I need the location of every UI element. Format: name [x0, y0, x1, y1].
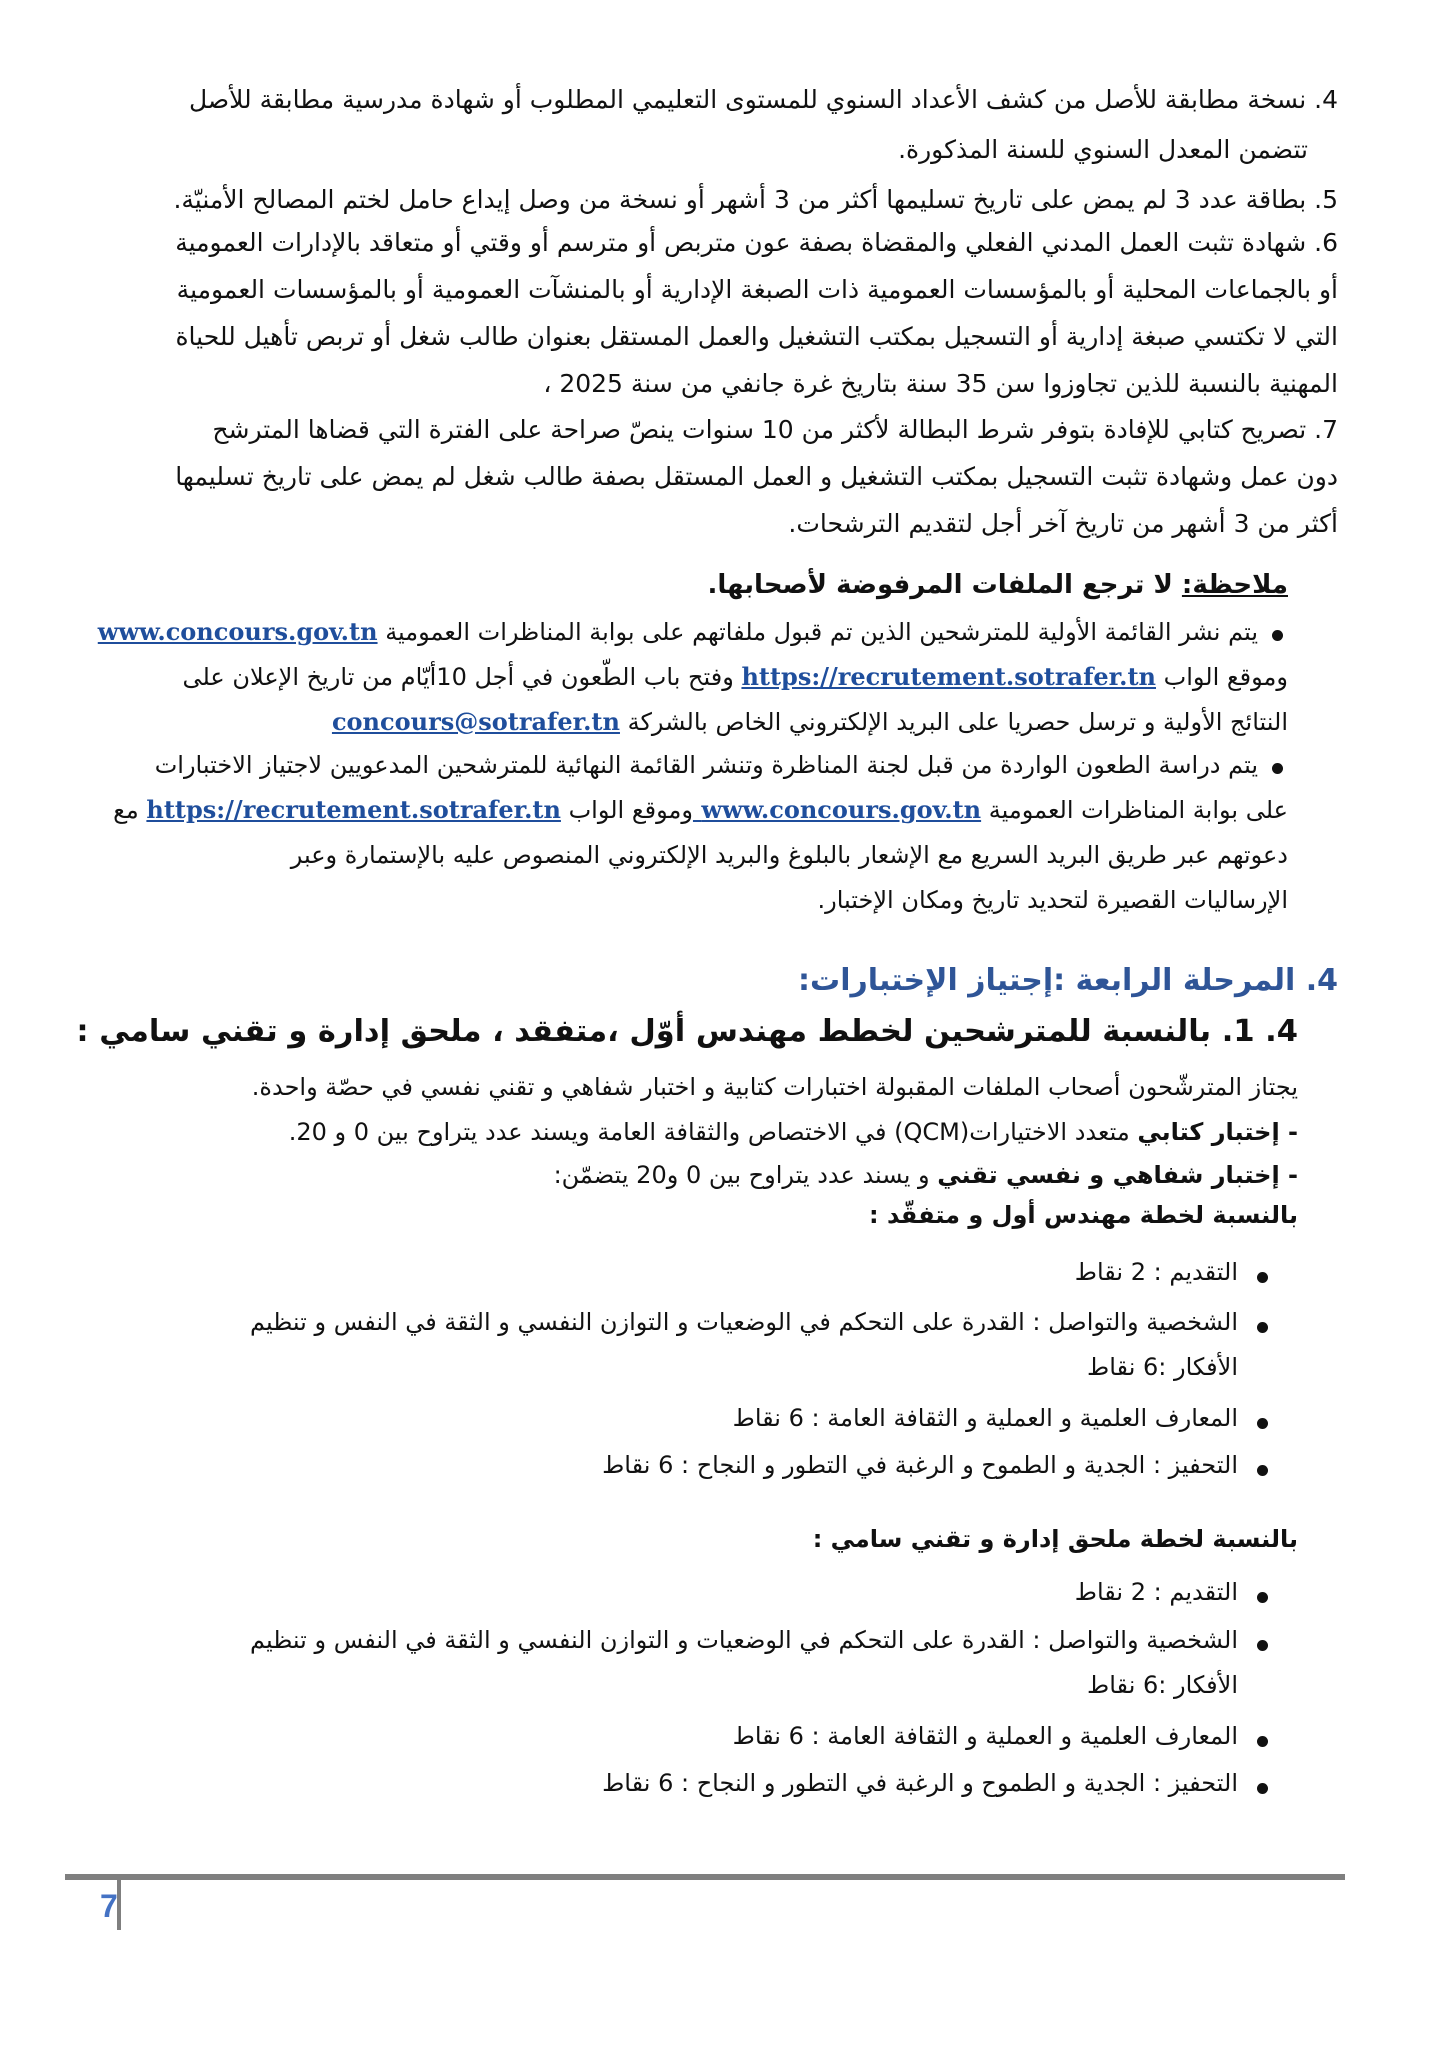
bullet-icon	[1272, 763, 1283, 774]
group-1-item-2: الشخصية والتواصل : القدرة على التحكم في الوضعيات و التوازن النفسي و الثقة في النفس و تنظيم	[250, 1308, 1238, 1336]
oral-test-line	[554, 1158, 1298, 1192]
item-6-line-3: التي لا تكتسي صبغة إدارية أو التسجيل بمكتب التشغيل والعمل المستقل بعنوان طالب شغل أو تربص تأهيل للحياة	[175, 322, 1338, 351]
note-text-part: مع	[113, 796, 147, 824]
bullet-icon	[1257, 1783, 1268, 1794]
written-test-line	[289, 1115, 1298, 1149]
group-2-heading: بالنسبة لخطة ملحق إدارة و تقني سامي :	[812, 1525, 1298, 1553]
page-number: 7	[100, 1888, 118, 1924]
group-1-item-4: التحفيز : الجدية و الطموح و الرغبة في التطور و النجاح : 6 نقاط	[602, 1451, 1238, 1479]
concours-link[interactable]: www.concours.gov.tn	[692, 795, 982, 824]
group-2-item-4: التحفيز : الجدية و الطموح و الرغبة في التطور و النجاح : 6 نقاط	[602, 1769, 1238, 1797]
footer-rule	[65, 1874, 1345, 1880]
note-heading	[707, 568, 1288, 602]
bullet-icon	[1257, 1465, 1268, 1476]
section-4-intro: يجتاز المترشّحون أصحاب الملفات المقبولة اختبارات كتابية و اختبار شفاهي و تقني نفسي في حصّة واحدة.	[251, 1073, 1298, 1101]
note-bullet-2-line-2	[113, 793, 1288, 827]
bullet-icon	[1272, 630, 1283, 641]
section-4-1-heading: 4. 1. بالنسبة للمترشحين لخطط مهندس أوّل ،متفقد ، ملحق إدارة و تقني سامي :	[76, 1014, 1298, 1049]
note-text-part: وفتح باب الطّعون في أجل 10أيّام من تاريخ الإعلان على	[182, 663, 742, 691]
written-test-text: متعدد الاختيارات(QCM) في الاختصاص والثقافة العامة ويسند عدد يتراوح بين 0 و 20.	[288, 1118, 1138, 1146]
item-7-line-2: دون عمل وشهادة تثبت التسجيل بمكتب التشغيل و العمل المستقل بصفة طالب شغل لم يمض على تاريخ تسليمها	[175, 462, 1338, 491]
bullet-icon	[1257, 1640, 1268, 1651]
note-text-part: النتائج الأولية و ترسل حصريا على البريد الإلكتروني الخاص بالشركة	[619, 708, 1288, 736]
written-test-label: - إختبار كتابي	[1137, 1118, 1298, 1146]
note-text-part: وموقع الواب	[1156, 663, 1288, 691]
group-2-item-2: الشخصية والتواصل : القدرة على التحكم في الوضعيات و التوازن النفسي و الثقة في النفس و تنظيم	[250, 1626, 1238, 1654]
oral-test-label: - إختبار شفاهي و نفسي تقني	[937, 1161, 1298, 1189]
concours-link[interactable]: www.concours.gov.tn	[97, 617, 378, 646]
bullet-icon	[1257, 1322, 1268, 1333]
item-4-line-1: 4. نسخة مطابقة للأصل من كشف الأعداد السنوي للمستوى التعليمي المطلوب أو شهادة مدرسية مطابقة للأصل	[188, 85, 1338, 114]
group-2-item-2-cont: الأفكار :6 نقاط	[1087, 1671, 1238, 1699]
group-1-item-3: المعارف العلمية و العملية و الثقافة العامة : 6 نقاط	[732, 1404, 1238, 1432]
note-bullet-1-line-3	[332, 705, 1288, 739]
item-4-line-2: تتضمن المعدل السنوي للسنة المذكورة.	[898, 135, 1308, 164]
item-6-line-2: أو بالجماعات المحلية أو بالمؤسسات العمومية ذات الصبغة الإدارية أو بالمنشآت العمومية أو بالمؤسسات العمومية	[176, 275, 1338, 304]
group-2-item-1: التقديم : 2 نقاط	[1074, 1578, 1238, 1606]
item-7-line-3: أكثر من 3 أشهر من تاريخ آخر أجل لتقديم الترشحات.	[788, 509, 1338, 538]
note-text: لا ترجع الملفات المرفوضة لأصحابها.	[707, 570, 1182, 600]
item-7-line-1: 7. تصريح كتابي للإفادة بتوفر شرط البطالة لأكثر من 10 سنوات ينصّ صراحة على الفترة التي قضاها المترشح	[212, 415, 1338, 444]
note-bullet-2-line-1: يتم دراسة الطعون الواردة من قبل لجنة المناظرة وتنشر القائمة النهائية للمترشحين المدعويين لاجتياز الاختبارات	[154, 751, 1258, 779]
item-5-line-1: 5. بطاقة عدد 3 لم يمض على تاريخ تسليمها أكثر من 3 أشهر أو نسخة من وصل إيداع حامل لختم المصالح الأمنيّة.	[173, 185, 1338, 214]
note-text-part: وموقع الواب	[560, 796, 693, 824]
group-1-heading: بالنسبة لخطة مهندس أول و متفقّد :	[868, 1201, 1298, 1229]
note-bullet-2-line-4: الإرساليات القصيرة لتحديد تاريخ ومكان الإختبار.	[817, 886, 1288, 914]
note-bullet-2-line-3: دعوتهم عبر طريق البريد السريع مع الإشعار بالبلوغ والبريد الإلكتروني المنصوص عليه بالإستمارة وعبر	[290, 841, 1288, 869]
note-label: ملاحظة:	[1181, 570, 1288, 600]
note-bullet-1-line-2	[182, 660, 1288, 694]
bullet-icon	[1257, 1592, 1268, 1603]
note-bullet-1-text: يتم نشر القائمة الأولية للمترشحين الذين تم قبول ملفاتهم على بوابة المناظرات العمومية	[377, 618, 1258, 646]
item-6-line-1: 6. شهادة تثبت العمل المدني الفعلي والمقضاة بصفة عون متربص أو مترسم أو وقتي أو متعاقد بالإدارات العمومية	[175, 228, 1338, 257]
group-2-item-3: المعارف العلمية و العملية و الثقافة العامة : 6 نقاط	[732, 1722, 1238, 1750]
note-text-part: على بوابة المناظرات العمومية	[981, 796, 1288, 824]
item-6-line-4: المهنية بالنسبة للذين تجاوزوا سن 35 سنة بتاريخ غرة جانفي من سنة 2025 ،	[543, 369, 1338, 398]
group-1-item-2-cont: الأفكار :6 نقاط	[1087, 1353, 1238, 1381]
group-1-item-1: التقديم : 2 نقاط	[1074, 1258, 1238, 1286]
bullet-icon	[1257, 1736, 1268, 1747]
recrutement-link[interactable]: https://recrutement.sotrafer.tn	[146, 795, 561, 824]
note-bullet-1-line-1	[98, 615, 1258, 649]
email-link[interactable]: concours@sotrafer.tn	[331, 707, 620, 736]
section-4-heading: 4. المرحلة الرابعة :إجتياز الإختبارات:	[798, 963, 1338, 998]
bullet-icon	[1257, 1272, 1268, 1283]
recrutement-link[interactable]: https://recrutement.sotrafer.tn	[741, 662, 1156, 691]
oral-test-text: و يسند عدد يتراوح بين 0 و20 يتضمّن:	[553, 1161, 938, 1189]
bullet-icon	[1257, 1418, 1268, 1429]
